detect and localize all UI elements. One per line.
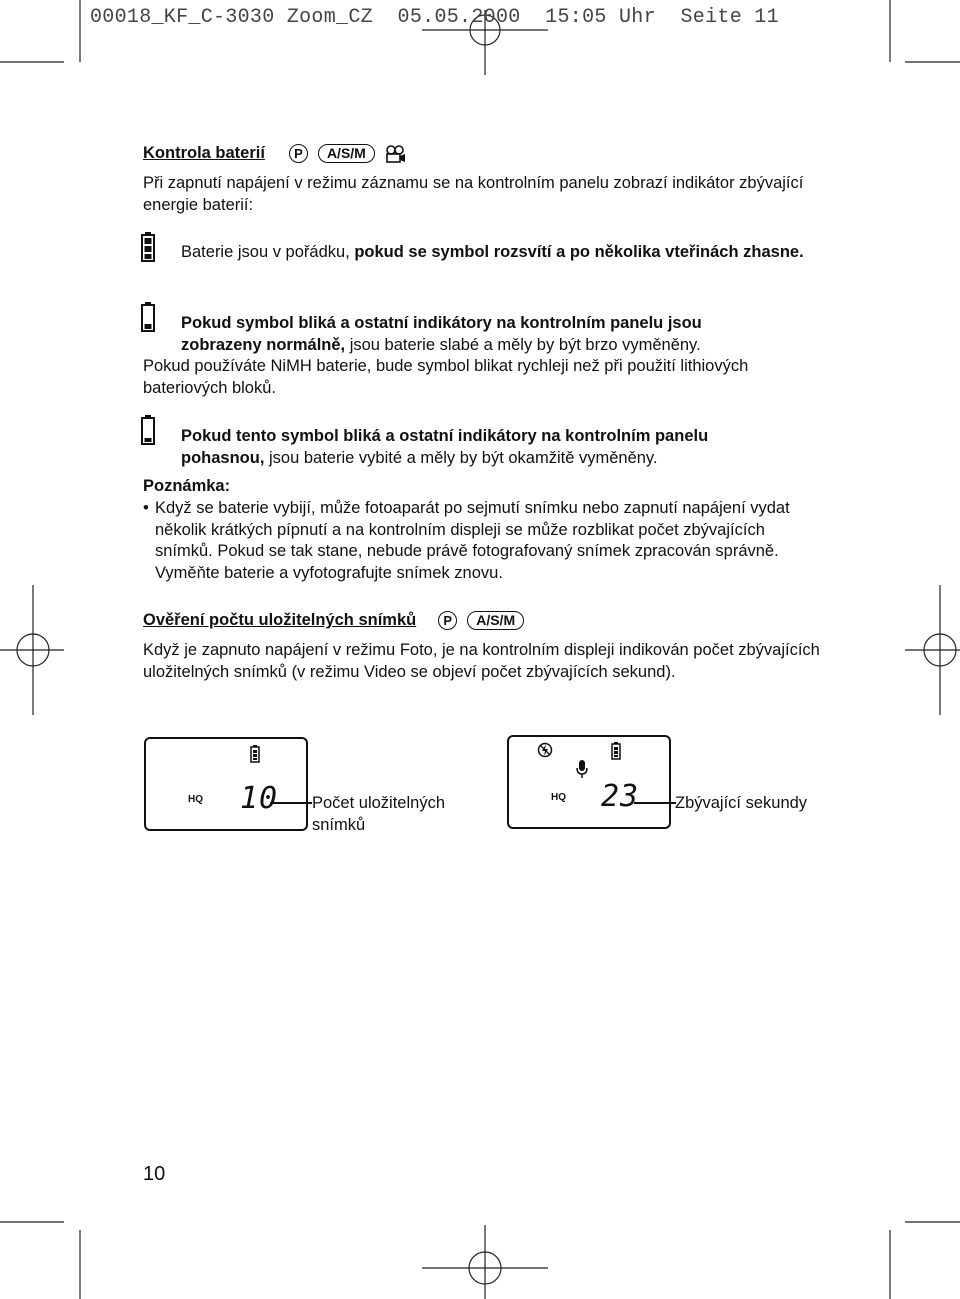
note-text: Když se baterie vybijí, může fotoaparát po sejmutí snímku nebo zapnutí napájení vydat několik krátkých pípnutí a na kontrolním displeji se může rozblikat počet zbývajících snímků. Pokud se tak stane, nebude právě fotografovaný snímek zpracován správně. Vyměňte baterie a vyfotografujte snímek znovu. <box>155 499 790 582</box>
section2-title: Ověření počtu uložitelných snímků <box>143 611 417 629</box>
callout-line-1 <box>270 800 314 806</box>
section2-text: Když je zapnuto napájení v režimu Foto, je na kontrolním displeji indikován počet zbývajících uložitelných snímků (v režimu Video se objeví počet zbývajících sekund). <box>143 641 820 681</box>
display1-caption: Počet uložitelných snímků <box>312 794 445 834</box>
mode-p-badge-2: P <box>438 611 457 630</box>
battery-low-icon <box>141 302 155 332</box>
battery-item-1-bold: pokud se symbol rozsvítí a po několika vteřinách zhasne. <box>349 243 804 261</box>
battery-item-3-normal: jsou baterie vybité a měly by být okamžitě vyměněny. <box>264 449 658 467</box>
quality-hq-label: HQ <box>188 794 203 805</box>
flash-off-icon <box>537 742 553 758</box>
microphone-icon <box>575 759 589 779</box>
battery-indicator-icon-2 <box>611 742 621 760</box>
section1-intro: Při zapnutí napájení v režimu záznamu se na kontrolním panelu zobrazí indikátor zbývající energie baterií: <box>143 174 804 214</box>
battery-indicator-icon <box>250 745 260 763</box>
mode-p-badge: P <box>289 144 308 163</box>
section1-title: Kontrola baterií <box>143 144 265 162</box>
control-panel-display-1 <box>144 737 308 831</box>
battery-item-3-line1: Pokud tento symbol bliká a ostatní indikátory na kontrolním panelu <box>181 427 709 445</box>
mode-asm-badge: A/S/M <box>318 144 375 163</box>
battery-item-2-line1: Pokud symbol bliká a ostatní indikátory na kontrolním panelu jsou <box>181 314 702 332</box>
print-slug: 00018_KF_C-3030 Zoom_CZ 05.05.2000 15:05 Uhr Seite 11 <box>90 6 779 29</box>
callout-line-2 <box>634 800 678 806</box>
video-camera-icon <box>385 145 407 163</box>
remaining-seconds-counter: 23 <box>601 779 640 814</box>
battery-item-3-bold: pohasnou, <box>181 449 265 467</box>
battery-item-2-nimh-note: Pokud používáte NiMH baterie, bude symbol blikat rychleji než při použití lithiových bateriových bloků. <box>143 357 749 397</box>
mode-asm-badge-2: A/S/M <box>467 611 524 630</box>
battery-item-2-bold: zobrazeny normálně, <box>181 336 346 354</box>
quality-hq-label-2: HQ <box>551 792 566 803</box>
battery-item-1-normal: Baterie jsou v pořádku, <box>181 243 350 261</box>
section1-heading-row <box>143 144 407 163</box>
note-label: Poznámka: <box>143 477 231 495</box>
battery-item-2-line2 <box>181 335 701 357</box>
battery-item-2-normal: jsou baterie slabé a měly by být brzo vyměněny. <box>345 336 701 354</box>
battery-item-3-line2 <box>181 448 658 470</box>
section2-heading-row <box>143 611 524 630</box>
battery-empty-icon <box>141 415 155 445</box>
remaining-frames-counter: 10 <box>240 781 279 816</box>
page-number: 10 <box>143 1163 166 1185</box>
display2-caption: Zbývající sekundy <box>675 794 808 812</box>
battery-item-1-text <box>143 242 823 264</box>
note-bullet: • <box>143 499 149 517</box>
control-panel-display-2 <box>507 735 671 829</box>
